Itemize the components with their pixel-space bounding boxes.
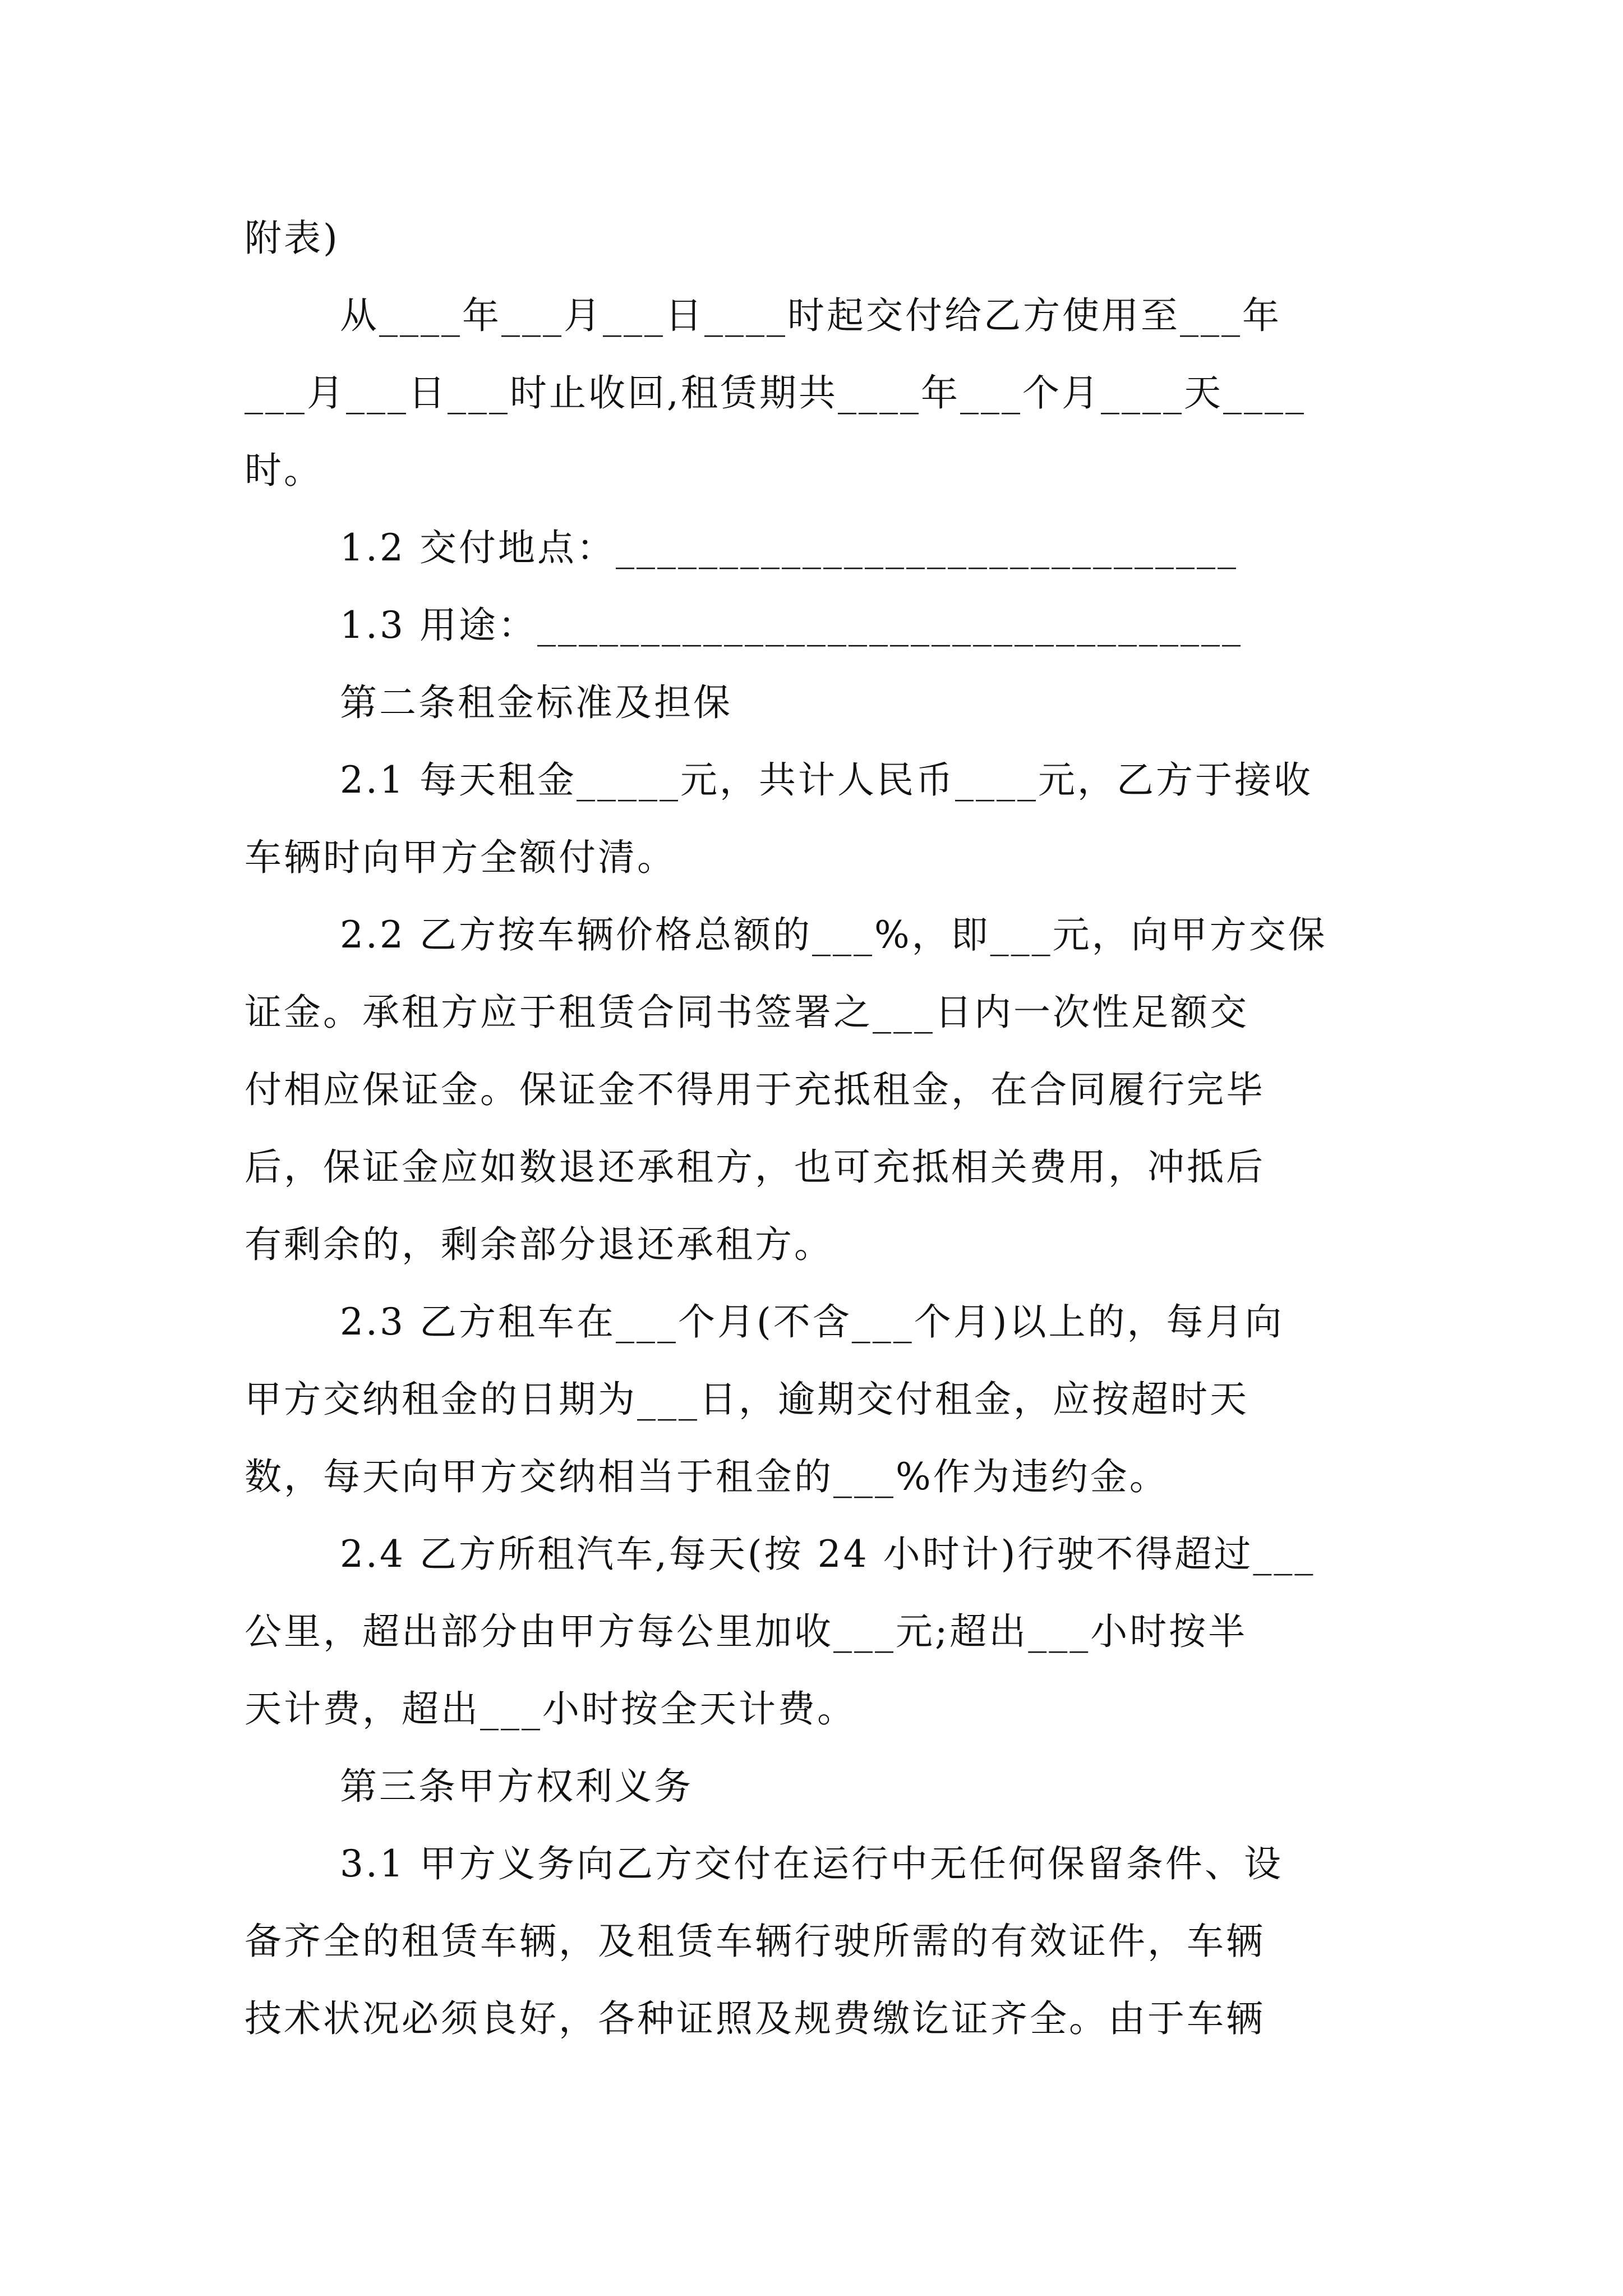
paragraph-line xyxy=(245,1223,833,1266)
paragraph-text: 1.2 交付地点：______________________________ xyxy=(340,526,1238,569)
paragraph-line xyxy=(245,1145,1265,1189)
paragraph-text: 3.1 甲方义务向乙方交付在运行中无任何保留条件、设 xyxy=(340,1842,1283,1885)
paragraph-line xyxy=(245,371,1306,415)
paragraph-text: 时。 xyxy=(245,449,323,492)
paragraph-line xyxy=(245,449,323,492)
paragraph-line xyxy=(245,1610,1248,1653)
paragraph-line xyxy=(340,1300,1284,1343)
paragraph-line xyxy=(245,1068,1265,1111)
paragraph-text: 2.2 乙方按车辆价格总额的___%，即___元，向甲方交保 xyxy=(340,913,1327,956)
paragraph-line xyxy=(340,758,1313,802)
paragraph-text: 公里，超出部分由甲方每公里加收___元;超出___小时按半 xyxy=(245,1610,1248,1653)
paragraph-text: 车辆时向甲方全额付清。 xyxy=(245,836,676,879)
paragraph-line xyxy=(245,836,676,879)
paragraph-text: 2.4 乙方所租汽车,每天(按 24 小时计)行驶不得超过___ xyxy=(340,1533,1316,1576)
paragraph-text: 证金。承租方应于租赁合同书签署之___日内一次性足额交 xyxy=(245,991,1249,1034)
paragraph-line xyxy=(245,1997,1265,2040)
paragraph-line xyxy=(340,604,1243,647)
paragraph-text: 有剩余的，剩余部分退还承租方。 xyxy=(245,1223,833,1266)
paragraph-text: 从____年___月___日____时起交付给乙方使用至___年 xyxy=(340,294,1281,337)
paragraph-text: 2.3 乙方租车在___个月(不含___个月)以上的，每月向 xyxy=(340,1300,1284,1343)
paragraph-line xyxy=(245,217,340,260)
paragraph-line xyxy=(245,1455,1169,1498)
paragraph-text: 数，每天向甲方交纳相当于租金的___%作为违约金。 xyxy=(245,1455,1169,1498)
paragraph-line xyxy=(340,294,1281,337)
paragraph-text: 附表) xyxy=(245,217,340,260)
paragraph-line xyxy=(245,991,1249,1034)
paragraph-text: 后，保证金应如数退还承租方，也可充抵相关费用，冲抵后 xyxy=(245,1145,1265,1189)
section-heading-text: 第三条甲方权利义务 xyxy=(340,1765,693,1808)
paragraph-line xyxy=(245,1920,1265,1963)
paragraph-line xyxy=(340,1842,1283,1885)
paragraph-text: 备齐全的租赁车辆，及租赁车辆行驶所需的有效证件，车辆 xyxy=(245,1920,1265,1963)
section-heading xyxy=(340,681,732,724)
paragraph-text: 付相应保证金。保证金不得用于充抵租金，在合同履行完毕 xyxy=(245,1068,1265,1111)
paragraph-line xyxy=(245,1687,856,1731)
paragraph-line xyxy=(340,1533,1316,1576)
paragraph-text: 天计费，超出___小时按全天计费。 xyxy=(245,1687,856,1731)
paragraph-text: 甲方交纳租金的日期为___日，逾期交付租金，应按超时天 xyxy=(245,1378,1249,1421)
paragraph-line xyxy=(245,1378,1249,1421)
paragraph-line xyxy=(340,913,1327,956)
paragraph-text: 1.3 用途：__________________________________ xyxy=(340,604,1243,647)
paragraph-text: 2.1 每天租金_____元，共计人民币____元，乙方于接收 xyxy=(340,758,1313,802)
section-heading-text: 第二条租金标准及担保 xyxy=(340,681,732,724)
paragraph-text: 技术状况必须良好，各种证照及规费缴讫证齐全。由于车辆 xyxy=(245,1997,1265,2040)
paragraph-line xyxy=(340,526,1238,569)
section-heading xyxy=(340,1765,693,1808)
paragraph-text: ___月___日___时止收回,租赁期共____年___个月____天____ xyxy=(245,371,1306,415)
